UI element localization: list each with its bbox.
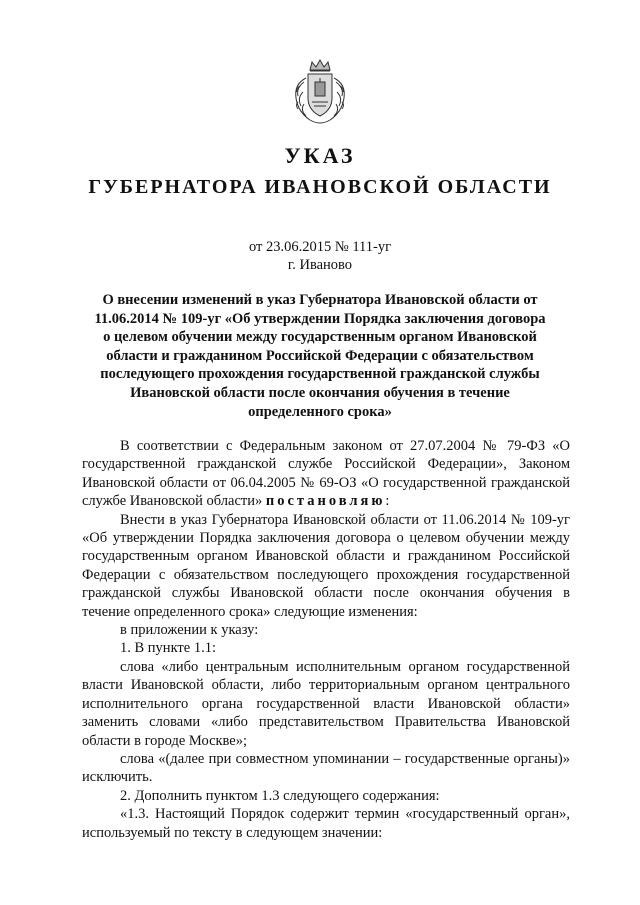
paragraph-5: слова «либо центральным исполнительным органом государственной власти Ивановской области, либо территориальным органом центрального исполнительного органа государственной власти Ивановской области» заменить словами «либо представительством Правительства Ивановской области в городе Москве»; — [82, 658, 570, 749]
place: г. Иваново — [287, 257, 353, 273]
document-meta — [0, 238, 640, 274]
paragraph-2: Внести в указ Губернатора Ивановской области от 11.06.2014 № 109-уг «Об утверждении Порядка заключения договора о целевом обучении между государственным органом Ивановской области и гражданином Российской Федерации с обязательством последующего прохождения государственной гражданской службы Ивановской области после окончания обучения в течение определенного срока» следующие изменения: — [82, 511, 570, 620]
paragraph-preamble: В соответствии с Федеральным законом от 27.07.2004 № 79-ФЗ «О государственной гражданской службе Российской Федерации», Законом Ивановской области от 06.04.2005 № 69-ОЗ «О государственной гражданской службе Ивановской области» постановляю: — [82, 438, 570, 510]
date-number: от 23.06.2015 № 111-уг — [248, 239, 392, 255]
document-subtitle: ГУБЕРНАТОРА ИВАНОВСКОЙ ОБЛАСТИ — [88, 176, 552, 198]
paragraph-4: 1. В пункте 1.1: — [120, 640, 216, 657]
paragraph-6: слова «(далее при совместном упоминании – государственные органы)» исключить. — [82, 750, 570, 786]
paragraph-8: «1.3. Настоящий Порядок содержит термин «государственный орган», используемый по тексту в следующем значении: — [82, 806, 570, 841]
coat-of-arms-icon — [288, 58, 352, 128]
document-title: УКАЗ — [284, 143, 356, 168]
decree-word: постановляю — [265, 493, 386, 510]
paragraph-7: 2. Дополнить пунктом 1.3 следующего содержания: — [120, 787, 440, 804]
document-body — [82, 437, 570, 842]
paragraph-3: в приложении к указу: — [120, 622, 259, 639]
decree-heading: О внесении изменений в указ Губернатора Ивановской области от 11.06.2014 № 109-уг «Об утверждении Порядка заключения договора о целевом обучении между государственным органом Ивановской области и гражданином Российской Федерации с обязательством последующего прохождения государственной гражданской службы Ивановской области после окончания обучения в течение определенного срока» — [94, 292, 546, 420]
